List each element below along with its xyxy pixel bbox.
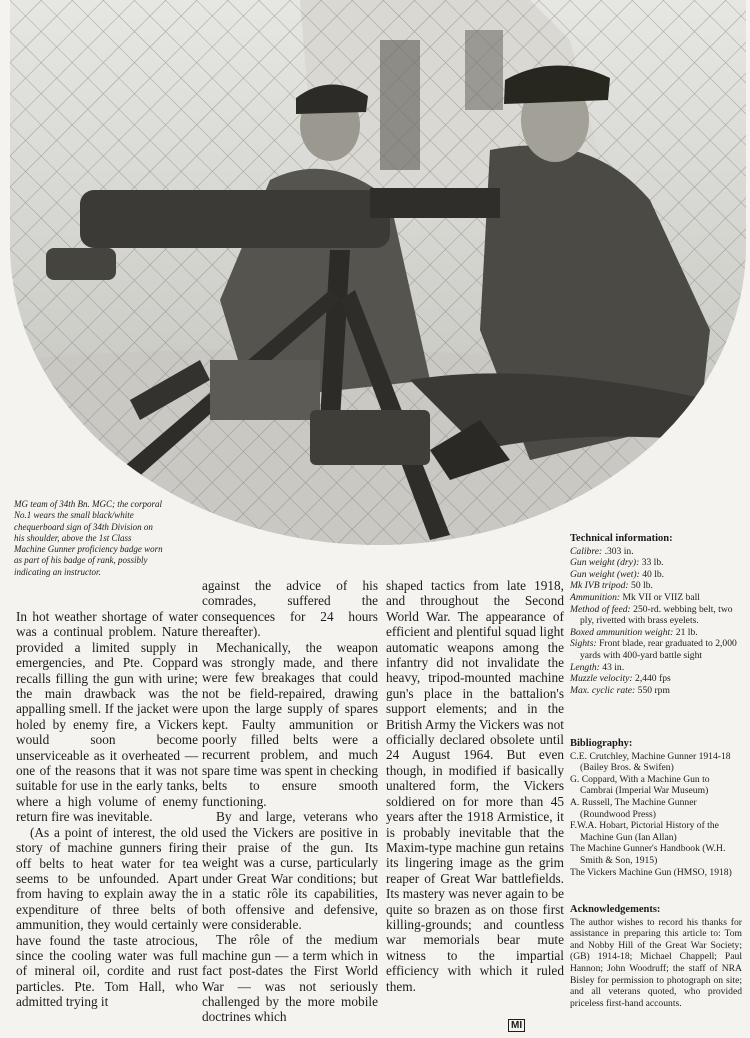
photo-caption: MG team of 34th Bn. MGC; the corporal No.1 wears the small black/white chequerboard sign of 34th Division on his shoulder, above the 1st Class Machine Gunner proficiency badge worn as part of his badge of rank, possibly indicating an instructor. bbox=[14, 499, 163, 577]
tech-item: Max. cyclic rate: 550 rpm bbox=[570, 684, 670, 696]
photo-illustration bbox=[10, 0, 746, 545]
article-column-3 bbox=[386, 578, 564, 994]
tech-item: Boxed ammunition weight: 21 lb. bbox=[570, 626, 698, 638]
tech-heading: Technical information: bbox=[570, 533, 673, 544]
acknowledgements bbox=[570, 904, 742, 1009]
article-column-1 bbox=[16, 609, 198, 1010]
bibliography-item: The Machine Gunner's Handbook (W.H. Smith & Son, 1915) bbox=[570, 843, 726, 866]
tech-item: Gun weight (wet): 40 lb. bbox=[570, 568, 665, 580]
paragraph: (As a point of interest, the old story of machine gunners firing off belts to heat water for tea seems to be unfounded. Apart from having to explain away the expenditure of three belts of ammunition, they would certainly have found the taste atrocious, since the cooling water was full of mineral oil, cordite and rust particles. Pte. Tom Hall, who admitted trying it bbox=[16, 824, 198, 1010]
article-column-2 bbox=[202, 578, 378, 1025]
technical-information bbox=[570, 533, 742, 696]
bibliography-item: F.W.A. Hobart, Pictorial History of the Machine Gun (Ian Allan) bbox=[570, 820, 719, 843]
paragraph: against the advice of his comrades, suffered the consequences for 24 hours thereafter). bbox=[202, 578, 378, 640]
tech-item: Mk IVB tripod: 50 lb. bbox=[570, 580, 653, 592]
tech-item: Length: 43 in. bbox=[570, 661, 625, 673]
photo-machine-gun-team bbox=[10, 0, 746, 545]
tech-item: Calibre: .303 in. bbox=[570, 545, 634, 557]
paragraph: The rôle of the medium machine gun — a term which in fact post-dates the First World War — was not seriously challenged by the more mobile doctrines which bbox=[202, 932, 378, 1025]
paragraph: In hot weather shortage of water was a continual problem. Nature provided a limited supply in emergencies, and Pte. Coppard recalls filling the gun with urine; the main drawback was the appalling smell. If the jacket were holed by enemy fire, a Vickers would soon become unserviceable as it overheated — one of the reasons that it was not suitable for use in the early tanks, where a high volume of enemy return fire was inevitable. bbox=[16, 609, 198, 825]
tech-item: Method of feed: 250-rd. webbing belt, two ply, rivetted with brass eyelets. bbox=[570, 603, 733, 627]
tech-item: Sights: Front blade, rear graduated to 2,000 yards with 400-yard battle sight bbox=[570, 638, 737, 661]
paragraph: Mechanically, the weapon was strongly made, and there were few breakages that could not be field-repaired, drawing upon the large supply of spares kept. Faulty ammunition or poorly filled belts were a recurrent problem, and much spare time was spent in checking belts to ensure smooth functioning. bbox=[202, 639, 378, 809]
tech-item: Muzzle velocity: 2,440 fps bbox=[570, 673, 671, 685]
bibliography-item: The Vickers Machine Gun (HMSO, 1918) bbox=[570, 866, 732, 878]
tech-item: Gun weight (dry): 33 lb. bbox=[570, 557, 664, 569]
bibliography bbox=[570, 738, 742, 878]
bibliography-item: A. Russell, The Machine Gunner (Roundwood Press) bbox=[570, 796, 697, 820]
magazine-logo: MI bbox=[508, 1019, 525, 1032]
ack-heading: Acknowledgements: bbox=[570, 904, 661, 915]
bibliography-item: C.E. Crutchley, Machine Gunner 1914-18 (Bailey Bros. & Swifen) bbox=[570, 750, 731, 774]
bibliography-heading: Bibliography: bbox=[570, 738, 633, 749]
paragraph: shaped tactics from late 1918, and throughout the Second World War. The appearance of efficient and plentiful squad light automatic weapons among the infantry did not invalidate the heavy, tripod-mounted machine gun's place in the battalion's support elements; and in the British Army the Vickers was not officially declared obsolete until 24 August 1964. But even though, in modified if basically unaltered form, the Vickers soldiered on for more than 45 years after the 1918 Armistice, it is probably inevitable that the Maxim-type machine gun retains its lingering image as the grim reaper of Great War battlefields. Its mastery was never again to be quite so brazen as on those first killing-grounds; and countless war memorials bear mute witness to the impartial efficiency with which it ruled them. bbox=[386, 578, 564, 994]
tech-item: Ammunition: Mk VII or VIIZ ball bbox=[570, 591, 700, 603]
paragraph: By and large, veterans who used the Vickers are positive in their praise of the gun. Its weight was a curse, particularly under Great War conditions; but in a static rôle its capabilities, both offensive and defensive, were considerable. bbox=[202, 809, 378, 932]
bibliography-item: G. Coppard, With a Machine Gun to Cambrai (Imperial War Museum) bbox=[570, 773, 710, 797]
ack-text: The author wishes to record his thanks for assistance in preparing this article to: Tom and Nobby Hill of the Great War Society; (GB) 1914-18; Michael Chappell; Paul Hannon; John Woodruff; the staff of NRA Bisley for permission to photograph on site; and all veterans quoted, who provided priceless first-hand accounts. bbox=[570, 916, 742, 1009]
